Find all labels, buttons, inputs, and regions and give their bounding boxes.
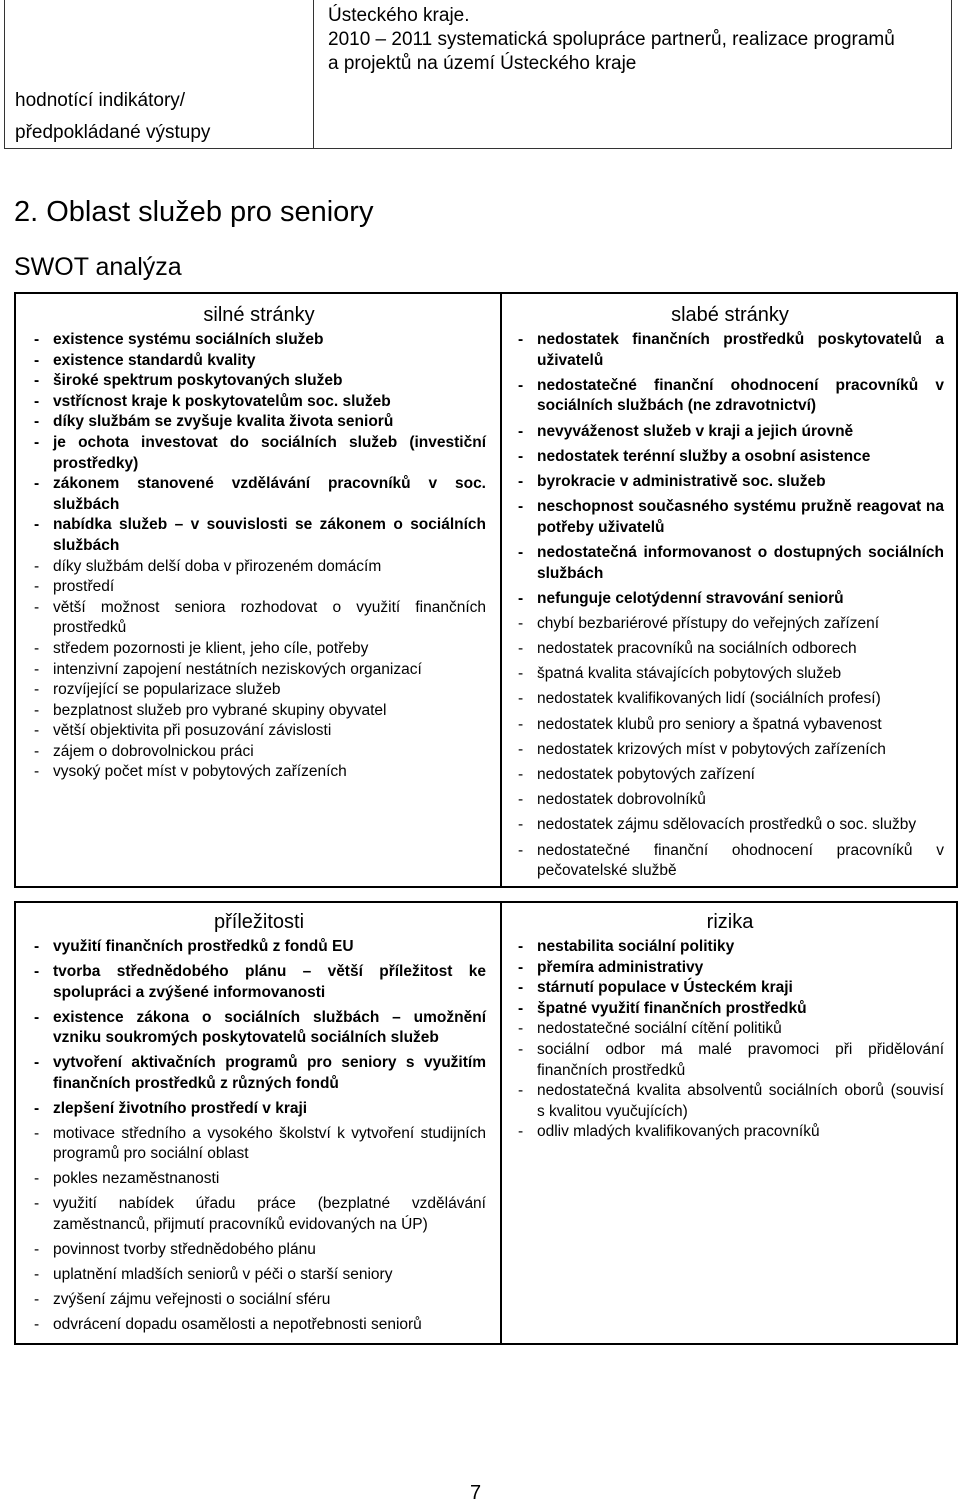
list-item: - vstřícnost kraje k poskytovatelům soc. služeb [32, 392, 486, 413]
list-item: - nedostatek klubů pro seniory a špatná vybavenost [516, 715, 944, 736]
list-item: - povinnost tvorby střednědobého plánu [32, 1240, 486, 1261]
list-item: - stárnutí populace v Ústeckém kraji [516, 978, 944, 999]
list-item: - nedostatek pracovníků na sociálních odborech [516, 639, 944, 660]
swot-strengths-weaknesses [14, 292, 958, 888]
list-item: - zlepšení životního prostředí v kraji [32, 1099, 486, 1120]
list-item: - odliv mladých kvalifikovaných pracovníků [516, 1122, 944, 1143]
strengths-column [16, 294, 502, 886]
list-item: - odvrácení dopadu osamělosti a nepotřebnosti seniorů [32, 1315, 486, 1336]
list-item: - chybí bezbariérové přístupy do veřejných zařízení [516, 614, 944, 635]
list-item: - nedostatek finančních prostředků poskytovatelů a uživatelů [516, 330, 944, 371]
swot-opportunities-threats [14, 901, 958, 1345]
indicators-text-line-3: a projektů na území Ústeckého kraje [328, 53, 637, 74]
list-item: - pokles nezaměstnanosti [32, 1169, 486, 1190]
indicators-label-cell [5, 0, 314, 148]
list-item: - nestabilita sociální politiky [516, 937, 944, 958]
list-item: - přemíra administrativy [516, 958, 944, 979]
list-item: - je ochota investovat do sociálních služeb (investiční prostředky) [32, 433, 486, 474]
list-item: - větší objektivita při posuzování závislosti [32, 721, 486, 742]
list-item: - špatná kvalita stávajících pobytových služeb [516, 664, 944, 685]
list-item: - špatné využití finančních prostředků [516, 999, 944, 1020]
list-item: - rozvíjející se popularizace služeb [32, 680, 486, 701]
opportunities-list [32, 937, 486, 1335]
page-number: 7 [470, 1482, 482, 1504]
weaknesses-list [516, 330, 944, 882]
list-item: - zvýšení zájmu veřejnosti o sociální sféru [32, 1290, 486, 1311]
list-item: - bezplatnost služeb pro vybrané skupiny obyvatel [32, 701, 486, 722]
list-item: - nedostatečné finanční ohodnocení pracovníků v pečovatelské službě [516, 841, 944, 882]
opportunities-column [16, 903, 502, 1343]
weaknesses-title: slabé stránky [671, 304, 789, 326]
list-item: - nedostatek kvalifikovaných lidí (sociálních profesí) [516, 689, 944, 710]
list-item: - nedostatečné sociální cítění politiků [516, 1019, 944, 1040]
list-item: - větší možnost seniora rozhodovat o využití finančních prostředků [32, 598, 486, 639]
list-item: - středem pozornosti je klient, jeho cíle, potřeby [32, 639, 486, 660]
strengths-title: silné stránky [203, 304, 315, 326]
list-item: - nevyváženost služeb v kraji a jejich úrovně [516, 422, 944, 443]
indicators-table [4, 0, 952, 149]
list-item: - nedostatek terénní služby a osobní asistence [516, 447, 944, 468]
list-item: - nedostatečná informovanost o dostupných sociálních službách [516, 543, 944, 584]
list-item: - motivace středního a vysokého školství k vytvoření studijních programů pro sociální oblast [32, 1124, 486, 1165]
list-item: - nefunguje celotýdenní stravování seniorů [516, 589, 944, 610]
list-item: - prostředí [32, 577, 486, 598]
indicators-label-line-2: předpokládané výstupy [15, 122, 211, 143]
list-item: - vytvoření aktivačních programů pro seniory s využitím finančních prostředků z různých fondů [32, 1053, 486, 1094]
threats-title: rizika [706, 911, 754, 933]
list-item: - využití nabídek úřadu práce (bezplatné vzdělávání zaměstnanců, přijmutí pracovníků evidovaných na ÚP) [32, 1194, 486, 1235]
list-item: - využití finančních prostředků z fondů EU [32, 937, 486, 958]
list-item: - nabídka služeb – v souvislosti se zákonem o sociálních službách [32, 515, 486, 556]
list-item: - existence zákona o sociálních službách – umožnění vzniku soukromých poskytovatelů sociálních služeb [32, 1008, 486, 1049]
opportunities-title: příležitosti [213, 911, 305, 933]
list-item: - existence systému sociálních služeb [32, 330, 486, 351]
list-item: - vysoký počet míst v pobytových zařízeních [32, 762, 486, 783]
list-item: - široké spektrum poskytovaných služeb [32, 371, 486, 392]
threats-list [516, 937, 944, 1143]
list-item: - byrokracie v administrativě soc. služeb [516, 472, 944, 493]
indicators-label-line-1: hodnotící indikátory/ [15, 90, 186, 111]
list-item: - existence standardů kvality [32, 351, 486, 372]
strengths-list [32, 330, 486, 783]
list-item: - zájem o dobrovolnickou práci [32, 742, 486, 763]
list-item: - neschopnost současného systému pružně reagovat na potřeby uživatelů [516, 497, 944, 538]
list-item: - nedostatek pobytových zařízení [516, 765, 944, 786]
list-item: - zákonem stanovené vzdělávání pracovníků v soc. službách [32, 474, 486, 515]
indicators-value-cell [314, 0, 951, 148]
weaknesses-column [502, 294, 956, 886]
list-item: - nedostatečné finanční ohodnocení pracovníků v sociálních službách (ne zdravotnictví) [516, 376, 944, 417]
swot-subtitle: SWOT analýza [14, 253, 182, 281]
list-item: - tvorba střednědobého plánu – větší příležitost ke spolupráci a zvýšené informovanosti [32, 962, 486, 1003]
list-item: - nedostatek dobrovolníků [516, 790, 944, 811]
indicators-text-line-2: 2010 – 2011 systematická spolupráce partnerů, realizace programů [328, 29, 895, 50]
list-item: - intenzivní zapojení nestátních neziskových organizací [32, 660, 486, 681]
list-item: - díky službám se zvyšuje kvalita života seniorů [32, 412, 486, 433]
threats-column [502, 903, 956, 1343]
list-item: - nedostatečná kvalita absolventů sociálních oborů (souvisí s kvalitou vyučujících) [516, 1081, 944, 1122]
list-item: - uplatnění mladších seniorů v péči o starší seniory [32, 1265, 486, 1286]
list-item: - nedostatek zájmu sdělovacích prostředků o soc. služby [516, 815, 944, 836]
list-item: - nedostatek krizových míst v pobytových zařízeních [516, 740, 944, 761]
list-item: - díky službám delší doba v přirozeném domácím [32, 557, 486, 578]
section-title: 2. Oblast služeb pro seniory [14, 196, 374, 228]
list-item: - sociální odbor má malé pravomoci při přidělování finančních prostředků [516, 1040, 944, 1081]
indicators-text-line-1: Ústeckého kraje. [328, 5, 470, 26]
